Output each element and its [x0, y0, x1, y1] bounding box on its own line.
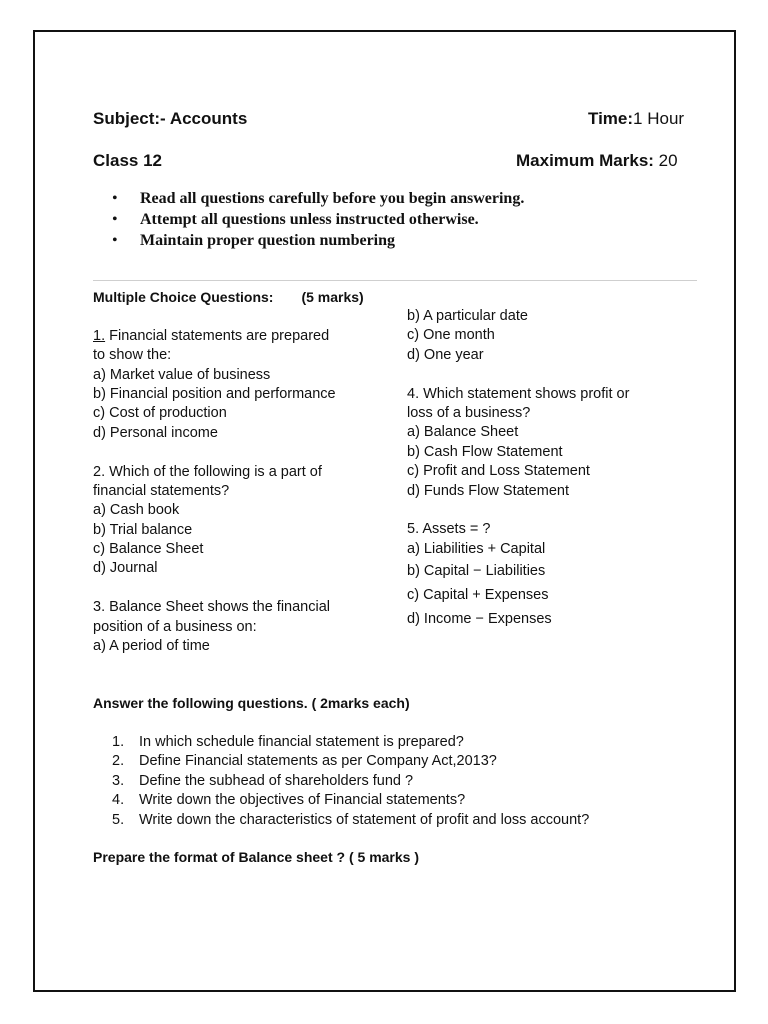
- bullet-icon: •: [112, 232, 118, 249]
- question-2-cont: financial statements?: [93, 482, 230, 499]
- q2-option-b: b) Trial balance: [93, 521, 193, 538]
- mcq-right-column: [407, 307, 629, 632]
- subject-label: Subject:- Accounts: [93, 109, 248, 128]
- short-question: 2. Define Financial statements as per Company Act,2013?: [112, 753, 497, 770]
- q3-option-b: b) A particular date: [407, 308, 528, 324]
- question-4: 4. Which statement shows profit or: [407, 385, 630, 402]
- class-label: Class 12: [93, 151, 162, 170]
- time-label: Time:1 Hour: [588, 109, 685, 128]
- q4-option-a: a) Balance Sheet: [407, 424, 519, 441]
- question-4-cont: loss of a business?: [407, 404, 531, 421]
- mcq-section-title: Multiple Choice Questions: (5 marks): [93, 289, 364, 305]
- instruction-item: • Attempt all questions unless instructed otherwise.: [112, 211, 479, 228]
- question-3-cont: position of a business on:: [93, 618, 257, 635]
- short-question: 3. Define the subhead of shareholders fund ?: [112, 772, 414, 789]
- max-marks-value: 20: [658, 151, 678, 170]
- short-question: 4. Write down the objectives of Financial statements?: [112, 792, 466, 809]
- q3-option-c: c) One month: [407, 327, 495, 344]
- question-1-cont: to show the:: [93, 347, 172, 364]
- q5-option-b: b) Capital − Liabilities: [407, 563, 546, 580]
- q4-option-d: d) Funds Flow Statement: [407, 482, 569, 499]
- question-5: 5. Assets = ?: [407, 521, 491, 538]
- q1-option-d: d) Personal income: [93, 424, 218, 441]
- question-2: 2. Which of the following is a part of: [93, 463, 322, 480]
- q2-option-d: d) Journal: [93, 560, 158, 577]
- short-answer-list: [112, 733, 589, 830]
- q2-option-a: a) Cash book: [93, 502, 180, 519]
- q1-option-a: a) Market value of business: [93, 366, 271, 383]
- instruction-item: • Read all questions carefully before you begin answering.: [112, 190, 525, 207]
- short-question: 1. In which schedule financial statement is prepared?: [112, 734, 464, 750]
- bullet-icon: •: [112, 211, 118, 228]
- mcq-marks: (5 marks): [301, 289, 364, 305]
- q5-option-d: d) Income − Expenses: [407, 611, 552, 628]
- q1-option-c: c) Cost of production: [93, 405, 227, 422]
- final-question: Prepare the format of Balance sheet ? ( 5 marks ): [93, 849, 419, 865]
- q4-option-b: b) Cash Flow Statement: [407, 443, 563, 460]
- question-1: 1. Financial statements are prepared: [93, 327, 330, 344]
- instructions-list: [112, 188, 524, 251]
- instruction-item: • Maintain proper question numbering: [112, 232, 396, 249]
- q4-option-c: c) Profit and Loss Statement: [407, 463, 590, 480]
- short-answer-title: Answer the following questions. ( 2marks each): [93, 695, 410, 711]
- q3-option-a: a) A period of time: [93, 638, 210, 655]
- q5-option-c: c) Capital + Expenses: [407, 587, 549, 604]
- bullet-icon: •: [112, 190, 118, 207]
- max-marks-label: Maximum Marks: 20: [516, 151, 678, 170]
- q3-option-d: d) One year: [407, 346, 484, 363]
- short-question: 5. Write down the characteristics of statement of profit and loss account?: [112, 811, 590, 828]
- question-3: 3. Balance Sheet shows the financial: [93, 599, 330, 616]
- q1-option-b: b) Financial position and performance: [93, 385, 336, 402]
- q5-option-a: a) Liabilities + Capital: [407, 540, 546, 557]
- divider: [93, 280, 697, 281]
- mcq-left-column: [93, 288, 364, 656]
- time-value: 1 Hour: [633, 109, 685, 128]
- q2-option-c: c) Balance Sheet: [93, 541, 204, 558]
